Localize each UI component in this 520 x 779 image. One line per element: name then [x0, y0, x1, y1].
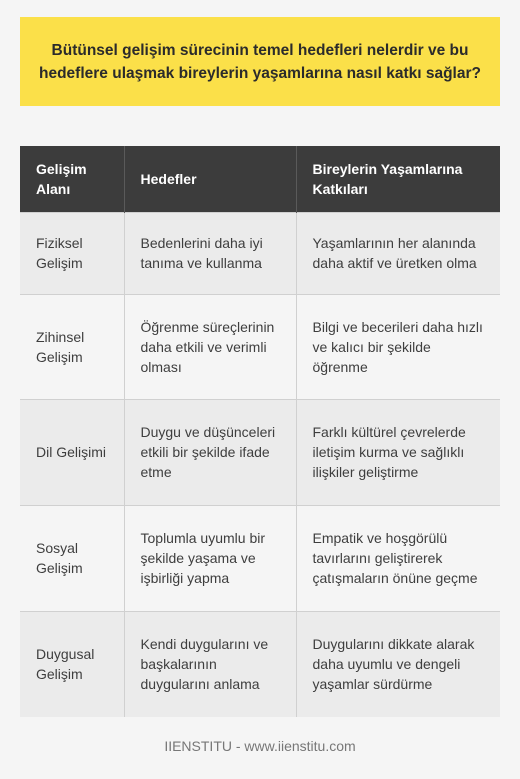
cell-contribution: Empatik ve hoşgörülü tavırlarını geliştirerek çatışmaların önüne geçme: [296, 505, 500, 611]
cell-area: Sosyal Gelişim: [20, 505, 124, 611]
cell-goal: Öğrenme süreçlerinin daha etkili ve verimli olması: [124, 294, 296, 399]
cell-area: Duygusal Gelişim: [20, 611, 124, 717]
table-row: [20, 611, 500, 717]
table-row: [20, 399, 500, 505]
cell-goal: Duygu ve düşünceleri etkili bir şekilde ifade etme: [124, 399, 296, 505]
cell-area: Fiziksel Gelişim: [20, 212, 124, 294]
cell-area: Zihinsel Gelişim: [20, 294, 124, 399]
cell-goal: Kendi duygularını ve başkalarının duygularını anlama: [124, 611, 296, 717]
cell-goal: Toplumla uyumlu bir şekilde yaşama ve işbirliği yapma: [124, 505, 296, 611]
table-header-row: [20, 146, 500, 212]
cell-goal: Bedenlerini daha iyi tanıma ve kullanma: [124, 212, 296, 294]
cell-contribution: Duygularını dikkate alarak daha uyumlu ve dengeli yaşamlar sürdürme: [296, 611, 500, 717]
question-banner: Bütünsel gelişim sürecinin temel hedefleri nelerdir ve bu hedeflere ulaşmak bireylerin yaşamlarına nasıl katkı sağlar?: [20, 17, 500, 106]
table-row: [20, 505, 500, 611]
header-gelisim-alani: Gelişim Alanı: [20, 146, 124, 212]
footer-credit: IIENSTITU - www.iienstitu.com: [164, 738, 356, 754]
table-row: [20, 212, 500, 294]
cell-contribution: Yaşamlarının her alanında daha aktif ve üretken olma: [296, 212, 500, 294]
cell-contribution: Farklı kültürel çevrelerde iletişim kurma ve sağlıklı ilişkiler geliştirme: [296, 399, 500, 505]
header-hedefler: Hedefler: [124, 146, 296, 212]
cell-area: Dil Gelişimi: [20, 399, 124, 505]
cell-contribution: Bilgi ve becerileri daha hızlı ve kalıcı bir şekilde öğrenme: [296, 294, 500, 399]
development-table: [20, 146, 500, 717]
table-row: [20, 294, 500, 399]
header-katkilar: Bireylerin Yaşamlarına Katkıları: [296, 146, 500, 212]
